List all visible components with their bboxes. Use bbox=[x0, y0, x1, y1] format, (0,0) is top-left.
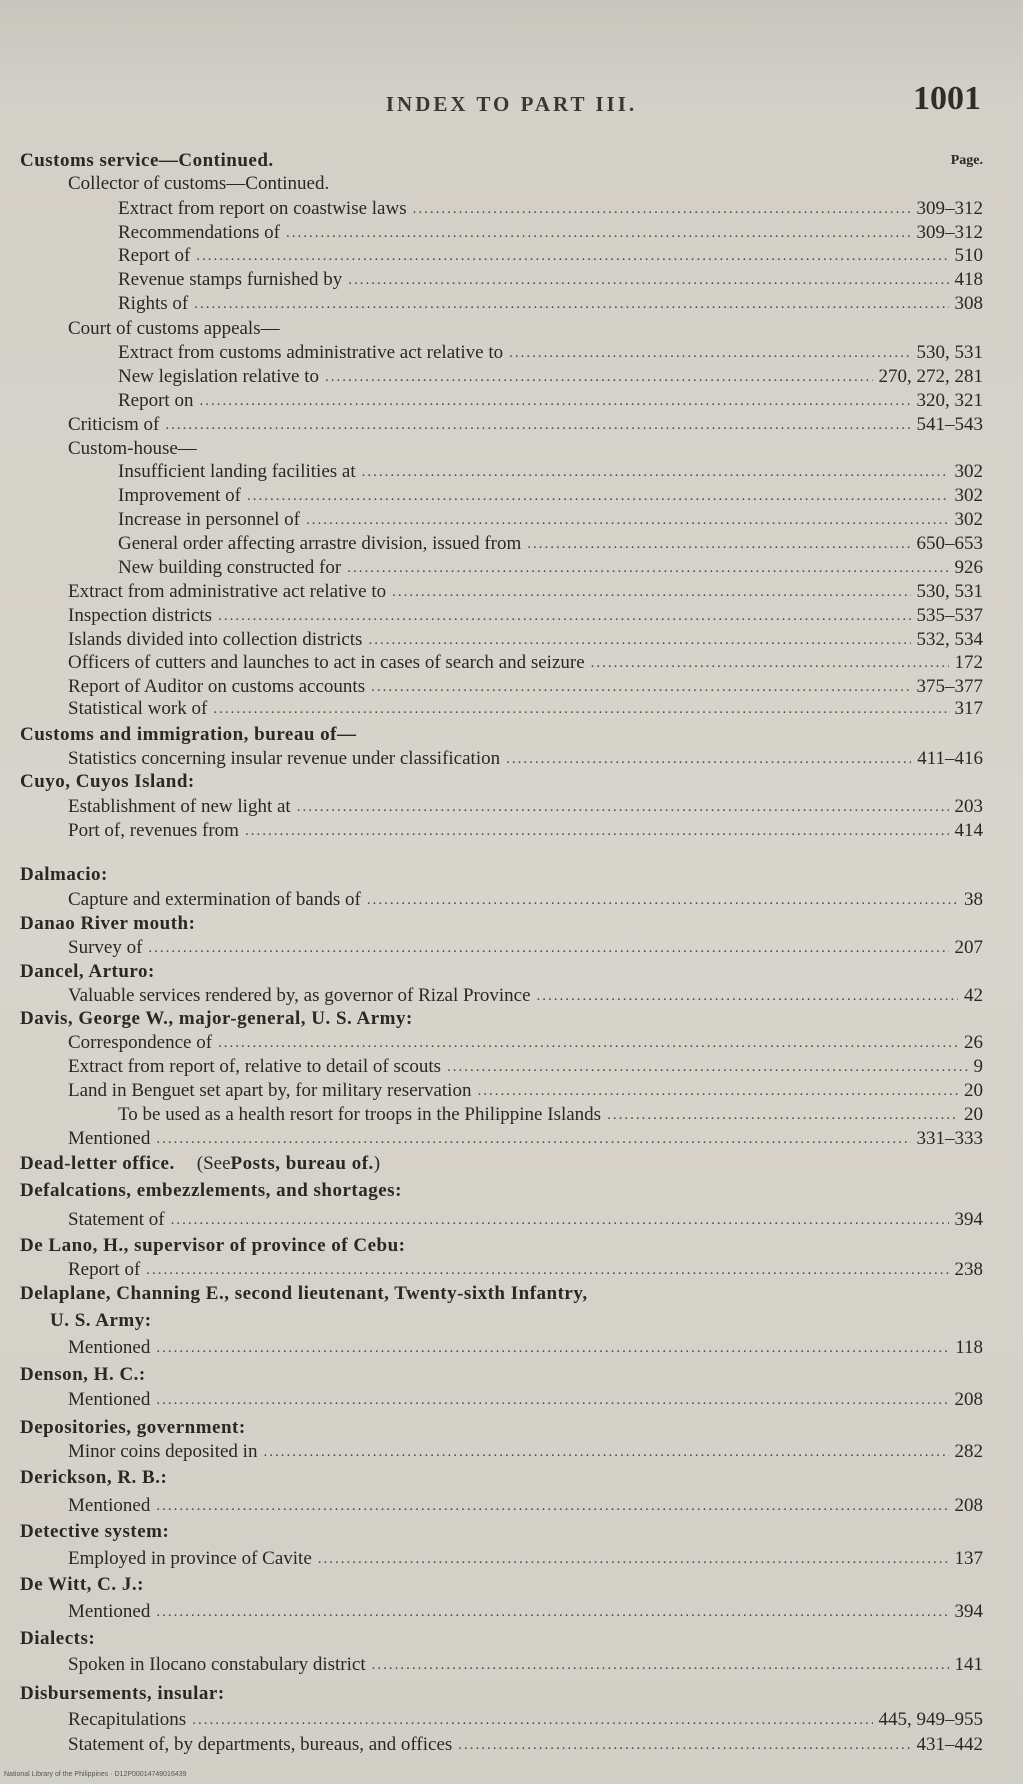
dot-leader bbox=[607, 1104, 958, 1126]
index-entry bbox=[0, 220, 1023, 244]
dot-leader bbox=[537, 985, 958, 1007]
index-entry bbox=[0, 1493, 1023, 1517]
index-entry bbox=[0, 1102, 1023, 1126]
entry-label: Statistics concerning insular revenue under classification bbox=[68, 748, 501, 769]
index-entry bbox=[0, 388, 1023, 412]
page-reference: 394 bbox=[954, 1601, 983, 1622]
entry-label: Statistical work of bbox=[68, 698, 208, 719]
dot-leader bbox=[156, 1128, 910, 1150]
index-entry bbox=[0, 1308, 1023, 1332]
page-reference: 535–537 bbox=[916, 605, 983, 626]
index-entry bbox=[0, 887, 1023, 911]
dot-leader bbox=[148, 937, 948, 959]
index-entry bbox=[0, 1626, 1023, 1650]
dot-leader bbox=[458, 1734, 910, 1756]
page-reference: 418 bbox=[954, 269, 983, 290]
entry-label: Mentioned bbox=[68, 1495, 151, 1516]
page-reference: 208 bbox=[954, 1495, 983, 1516]
index-entry bbox=[0, 1465, 1023, 1489]
entry-label: Report of bbox=[68, 1259, 141, 1280]
entry-label: Increase in personnel of bbox=[118, 509, 301, 530]
index-entry bbox=[0, 1362, 1023, 1386]
page-reference: 9 bbox=[973, 1056, 983, 1077]
dot-leader bbox=[171, 1209, 949, 1231]
entry-label: Officers of cutters and launches to act in cases of search and seizure bbox=[68, 652, 585, 673]
dot-leader bbox=[156, 1601, 948, 1623]
index-entry bbox=[0, 862, 1023, 886]
see-also-open: (See bbox=[196, 1153, 231, 1174]
index-entry bbox=[0, 1387, 1023, 1411]
index-entry bbox=[0, 267, 1023, 291]
index-entry bbox=[0, 555, 1023, 579]
index-entry bbox=[0, 650, 1023, 674]
page-reference: 26 bbox=[964, 1032, 983, 1053]
entry-label: Dead-letter office. bbox=[20, 1153, 175, 1174]
index-entry bbox=[0, 818, 1023, 842]
index-entry bbox=[0, 1078, 1023, 1102]
dot-leader bbox=[165, 414, 910, 436]
index-entry bbox=[0, 531, 1023, 555]
entry-label: Defalcations, embezzlements, and shortages: bbox=[20, 1180, 402, 1201]
index-entry bbox=[0, 1335, 1023, 1359]
index-entry bbox=[0, 959, 1023, 983]
page-reference: 282 bbox=[954, 1441, 983, 1462]
index-entry bbox=[0, 507, 1023, 531]
index-entry bbox=[0, 1439, 1023, 1463]
entry-label: Customs service—Continued. bbox=[20, 150, 274, 171]
entry-label: Establishment of new light at bbox=[68, 796, 291, 817]
index-entry bbox=[0, 603, 1023, 627]
index-entry bbox=[0, 911, 1023, 935]
index-entry bbox=[0, 1257, 1023, 1281]
page-reference: 207 bbox=[954, 937, 983, 958]
entry-label: Correspondence of bbox=[68, 1032, 213, 1053]
entry-label: Extract from report on coastwise laws bbox=[118, 198, 407, 219]
page-reference: 308 bbox=[954, 293, 983, 314]
dot-leader bbox=[506, 748, 911, 770]
entry-label: Statement of bbox=[68, 1209, 165, 1230]
entry-label: Land in Benguet set apart by, for military reservation bbox=[68, 1080, 472, 1101]
index-entry bbox=[0, 1681, 1023, 1705]
index-entry bbox=[0, 627, 1023, 651]
entry-label: Dancel, Arturo: bbox=[20, 961, 155, 982]
entry-label: Report of bbox=[118, 245, 191, 266]
dot-leader bbox=[263, 1441, 948, 1463]
dot-leader bbox=[306, 509, 948, 531]
page-reference: 203 bbox=[954, 796, 983, 817]
dot-leader bbox=[218, 1032, 958, 1054]
index-entry bbox=[0, 1030, 1023, 1054]
index-entry bbox=[0, 196, 1023, 220]
page-reference: 238 bbox=[954, 1259, 983, 1280]
entry-label: Denson, H. C.: bbox=[20, 1364, 146, 1385]
entry-label: Report of Auditor on customs accounts bbox=[68, 676, 366, 697]
dot-leader bbox=[392, 581, 910, 603]
entry-label: Customs and immigration, bureau of— bbox=[20, 724, 357, 745]
see-also-reference: Posts, bureau of. bbox=[230, 1153, 374, 1174]
scan-footer-stamp: National Library of the Philippines · D12P00014749016439 bbox=[4, 1771, 187, 1778]
dot-leader bbox=[527, 533, 910, 555]
entry-label: Spoken in Ilocano constabulary district bbox=[68, 1654, 366, 1675]
entry-label: Delaplane, Channing E., second lieutenant, Twenty-sixth Infantry, bbox=[20, 1283, 588, 1304]
entry-label: Islands divided into collection districts bbox=[68, 629, 363, 650]
page-reference: 650–653 bbox=[916, 533, 983, 554]
index-entry bbox=[0, 983, 1023, 1007]
entry-label: Survey of bbox=[68, 937, 143, 958]
entry-label: Revenue stamps furnished by bbox=[118, 269, 343, 290]
entry-label: Davis, George W., major-general, U. S. Army: bbox=[20, 1008, 413, 1029]
dot-leader bbox=[192, 1709, 872, 1731]
dot-leader bbox=[156, 1389, 948, 1411]
page-reference: 137 bbox=[954, 1548, 983, 1569]
index-entry bbox=[0, 364, 1023, 388]
index-entry bbox=[0, 1006, 1023, 1030]
index-entry bbox=[0, 412, 1023, 436]
entry-label: Valuable services rendered by, as governor of Rizal Province bbox=[68, 985, 531, 1006]
entry-label: Mentioned bbox=[68, 1389, 151, 1410]
dot-leader bbox=[196, 245, 948, 267]
dot-leader bbox=[413, 198, 911, 220]
entry-label: Port of, revenues from bbox=[68, 820, 239, 841]
index-entry bbox=[0, 579, 1023, 603]
dot-leader bbox=[509, 342, 910, 364]
index-entry bbox=[0, 171, 1023, 195]
entry-label: Criticism of bbox=[68, 414, 160, 435]
page-reference: Page. bbox=[950, 153, 983, 168]
entry-label: Dialects: bbox=[20, 1628, 96, 1649]
dot-leader bbox=[591, 652, 949, 674]
dot-leader bbox=[368, 629, 910, 651]
page-reference: 510 bbox=[954, 245, 983, 266]
page-reference: 309–312 bbox=[916, 222, 983, 243]
running-header: INDEX TO PART III. bbox=[385, 92, 638, 116]
index-entry bbox=[0, 794, 1023, 818]
dot-leader bbox=[325, 366, 872, 388]
index-entry bbox=[0, 1546, 1023, 1570]
page-reference: 320, 321 bbox=[916, 390, 983, 411]
entry-label: Report on bbox=[118, 390, 194, 411]
entry-label: New building constructed for bbox=[118, 557, 342, 578]
page-reference: 431–442 bbox=[916, 1734, 983, 1755]
entry-label: Disbursements, insular: bbox=[20, 1683, 225, 1704]
dot-leader bbox=[194, 293, 948, 315]
entry-label: Improvement of bbox=[118, 485, 241, 506]
index-entry bbox=[0, 935, 1023, 959]
page-reference: 411–416 bbox=[917, 748, 983, 769]
page-reference: 270, 272, 281 bbox=[878, 366, 983, 387]
page-reference: 302 bbox=[954, 485, 983, 506]
entry-label: Court of customs appeals— bbox=[68, 318, 280, 339]
index-entry bbox=[0, 722, 1023, 746]
index-entry bbox=[0, 1207, 1023, 1231]
index-entry bbox=[0, 1652, 1023, 1676]
index-entry bbox=[0, 1178, 1023, 1202]
index-entry bbox=[0, 316, 1023, 340]
index-entry bbox=[0, 1572, 1023, 1596]
page-reference: 317 bbox=[954, 698, 983, 719]
entry-label: Extract from report of, relative to detail of scouts bbox=[68, 1056, 442, 1077]
index-entry bbox=[0, 1732, 1023, 1756]
page-number: 1001 bbox=[913, 80, 981, 117]
entry-label: Cuyo, Cuyos Island: bbox=[20, 771, 195, 792]
page-reference: 530, 531 bbox=[916, 342, 983, 363]
page-reference: 42 bbox=[964, 985, 983, 1006]
entry-label: Statement of, by departments, bureaus, and offices bbox=[68, 1734, 453, 1755]
entry-label: Detective system: bbox=[20, 1521, 170, 1542]
index-entry bbox=[0, 483, 1023, 507]
entry-label: New legislation relative to bbox=[118, 366, 320, 387]
page-reference: 141 bbox=[954, 1654, 983, 1675]
dot-leader bbox=[447, 1056, 967, 1078]
dot-leader bbox=[286, 222, 911, 244]
page-reference: 302 bbox=[954, 509, 983, 530]
page-reference: 926 bbox=[954, 557, 983, 578]
page-reference: 172 bbox=[954, 652, 983, 673]
index-entry bbox=[0, 291, 1023, 315]
dot-leader bbox=[146, 1259, 948, 1281]
entry-label: Inspection districts bbox=[68, 605, 213, 626]
entry-label: Mentioned bbox=[68, 1337, 151, 1358]
entry-label: Dalmacio: bbox=[20, 864, 108, 885]
dot-leader bbox=[245, 820, 949, 842]
dot-leader bbox=[156, 1337, 949, 1359]
entry-label: De Lano, H., supervisor of province of Cebu: bbox=[20, 1235, 406, 1256]
entry-label: Depositories, government: bbox=[20, 1417, 246, 1438]
entry-label: Insufficient landing facilities at bbox=[118, 461, 356, 482]
index-entry bbox=[0, 436, 1023, 460]
dot-leader bbox=[218, 605, 910, 627]
dot-leader bbox=[477, 1080, 958, 1102]
entry-label: Collector of customs—Continued. bbox=[68, 173, 330, 194]
entry-label: Recapitulations bbox=[68, 1709, 187, 1730]
entry-label: Recommendations of bbox=[118, 222, 280, 243]
index-entry bbox=[0, 746, 1023, 770]
entry-label: Capture and extermination of bands of bbox=[68, 889, 361, 910]
index-entry bbox=[0, 1599, 1023, 1623]
page-reference: 445, 949–955 bbox=[878, 1709, 983, 1730]
index-entry bbox=[0, 1415, 1023, 1439]
entry-label: Minor coins deposited in bbox=[68, 1441, 258, 1462]
entry-label: Extract from administrative act relative to bbox=[68, 581, 387, 602]
index-entry bbox=[0, 340, 1023, 364]
entry-label: Employed in province of Cavite bbox=[68, 1548, 312, 1569]
index-entry bbox=[0, 1126, 1023, 1150]
page-reference: 309–312 bbox=[916, 198, 983, 219]
page-reference: 302 bbox=[954, 461, 983, 482]
index-entry bbox=[0, 459, 1023, 483]
see-also-close: ) bbox=[373, 1153, 381, 1174]
index-entry bbox=[0, 1054, 1023, 1078]
index-entry bbox=[0, 1519, 1023, 1543]
dot-leader bbox=[367, 889, 958, 911]
dot-leader bbox=[247, 485, 949, 507]
entry-label: Derickson, R. B.: bbox=[20, 1467, 168, 1488]
entry-label: Rights of bbox=[118, 293, 189, 314]
page-reference: 541–543 bbox=[916, 414, 983, 435]
entry-label: U. S. Army: bbox=[50, 1310, 152, 1331]
dot-leader bbox=[348, 269, 948, 291]
page-reference: 530, 531 bbox=[916, 581, 983, 602]
entry-label: General order affecting arrastre division, issued from bbox=[118, 533, 522, 554]
index-entry bbox=[0, 1233, 1023, 1257]
page-reference: 532, 534 bbox=[916, 629, 983, 650]
dot-leader bbox=[371, 676, 910, 698]
index-entry bbox=[0, 1151, 1023, 1175]
index-entry bbox=[0, 769, 1023, 793]
index-entry bbox=[0, 148, 1023, 172]
index-entry bbox=[0, 674, 1023, 698]
dot-leader bbox=[297, 796, 949, 818]
dot-leader bbox=[318, 1548, 949, 1570]
index-entry bbox=[0, 696, 1023, 720]
entry-label: To be used as a health resort for troops in the Philippine Islands bbox=[118, 1104, 602, 1125]
page-reference: 394 bbox=[954, 1209, 983, 1230]
dot-leader bbox=[213, 698, 948, 720]
dot-leader bbox=[156, 1495, 948, 1517]
page-reference: 208 bbox=[954, 1389, 983, 1410]
page-reference: 38 bbox=[964, 889, 983, 910]
page-reference: 331–333 bbox=[916, 1128, 983, 1149]
index-entry bbox=[0, 1707, 1023, 1731]
index-entry bbox=[0, 1281, 1023, 1305]
dot-leader bbox=[362, 461, 949, 483]
entry-label: Mentioned bbox=[68, 1128, 151, 1149]
page-reference: 375–377 bbox=[916, 676, 983, 697]
page-reference: 118 bbox=[955, 1337, 983, 1358]
page-reference: 20 bbox=[964, 1080, 983, 1101]
entry-label: Extract from customs administrative act relative to bbox=[118, 342, 504, 363]
dot-leader bbox=[372, 1654, 949, 1676]
dot-leader bbox=[347, 557, 948, 579]
index-entry bbox=[0, 243, 1023, 267]
page-reference: 414 bbox=[954, 820, 983, 841]
page-reference: 20 bbox=[964, 1104, 983, 1125]
entry-label: De Witt, C. J.: bbox=[20, 1574, 144, 1595]
entry-label: Mentioned bbox=[68, 1601, 151, 1622]
dot-leader bbox=[199, 390, 910, 412]
entry-label: Custom-house— bbox=[68, 438, 197, 459]
entry-label: Danao River mouth: bbox=[20, 913, 196, 934]
